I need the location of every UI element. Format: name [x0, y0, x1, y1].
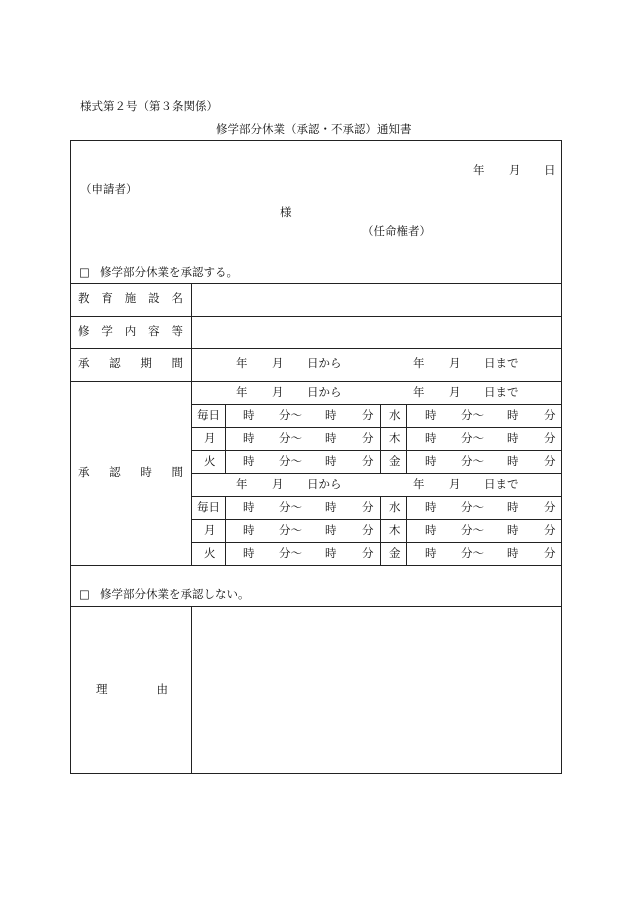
- time-hour: 時: [325, 500, 337, 514]
- time-min-from: 分～: [461, 523, 484, 537]
- block2-month-from: 月: [272, 477, 284, 491]
- row-line: [70, 316, 562, 317]
- time-hour: 時: [507, 454, 519, 468]
- approval-time-label: 承 認 時 間: [78, 465, 183, 479]
- appointer-label: （任命権者）: [362, 224, 431, 238]
- period-day-to: 日まで: [484, 356, 519, 370]
- time-hour: 時: [243, 408, 255, 422]
- block2-right-day: 木: [389, 523, 401, 537]
- time-hour: 時: [243, 546, 255, 560]
- mid-divider: [380, 496, 381, 566]
- row-line: [191, 473, 562, 474]
- row-line: [70, 381, 562, 382]
- time-min-from: 分～: [461, 408, 484, 422]
- block2-day-to: 日まで: [484, 477, 519, 491]
- block1-right-day: 金: [389, 454, 401, 468]
- time-min-from: 分～: [279, 546, 302, 560]
- time-hour: 時: [425, 431, 437, 445]
- block2-year-from: 年: [236, 477, 248, 491]
- time-hour: 時: [243, 523, 255, 537]
- time-hour: 時: [507, 523, 519, 537]
- day-divider: [406, 496, 407, 566]
- facility-name-label: 教 育 施 設 名: [78, 291, 183, 305]
- deny-checkbox[interactable]: □: [79, 587, 90, 601]
- row-line: [191, 542, 562, 543]
- time-min: 分: [544, 546, 556, 560]
- time-hour: 時: [325, 546, 337, 560]
- applicant-label: （申請者）: [80, 182, 138, 196]
- row-line: [191, 427, 562, 428]
- block1-month-to: 月: [449, 385, 461, 399]
- time-hour: 時: [507, 408, 519, 422]
- time-min-from: 分～: [461, 431, 484, 445]
- time-hour: 時: [507, 500, 519, 514]
- time-min: 分: [362, 431, 374, 445]
- block1-left-day: 月: [204, 431, 216, 445]
- period-year-to: 年: [413, 356, 425, 370]
- time-hour: 時: [243, 454, 255, 468]
- time-hour: 時: [243, 431, 255, 445]
- time-min: 分: [544, 431, 556, 445]
- time-hour: 時: [425, 546, 437, 560]
- time-hour: 時: [325, 408, 337, 422]
- time-min: 分: [362, 500, 374, 514]
- time-min: 分: [362, 408, 374, 422]
- frame-right: [561, 140, 562, 774]
- time-min: 分: [544, 523, 556, 537]
- block2-year-to: 年: [413, 477, 425, 491]
- time-min-from: 分～: [461, 454, 484, 468]
- block2-day-from: 日から: [307, 477, 342, 491]
- time-min-from: 分～: [279, 454, 302, 468]
- row-line: [191, 519, 562, 520]
- time-min: 分: [544, 454, 556, 468]
- period-month-from: 月: [272, 356, 284, 370]
- row-line: [70, 283, 562, 284]
- honorific: 様: [280, 205, 292, 219]
- time-min-from: 分～: [461, 546, 484, 560]
- block1-month-from: 月: [272, 385, 284, 399]
- deny-text: 修学部分休業を承認しない。: [100, 587, 250, 601]
- frame-top: [70, 140, 562, 141]
- block1-year-to: 年: [413, 385, 425, 399]
- time-min-from: 分～: [279, 500, 302, 514]
- reason-label: 理 由: [96, 682, 168, 696]
- form-number: 様式第２号（第３条関係）: [80, 99, 218, 113]
- time-hour: 時: [243, 500, 255, 514]
- date-day: 日: [544, 163, 556, 177]
- block2-right-day: 金: [389, 546, 401, 560]
- block1-right-day: 水: [389, 408, 401, 422]
- document-title: 修学部分休業（承認・不承認）通知書: [216, 122, 412, 136]
- time-hour: 時: [325, 431, 337, 445]
- block2-left-day: 毎日: [197, 500, 220, 514]
- time-min: 分: [544, 500, 556, 514]
- block2-right-day: 水: [389, 500, 401, 514]
- block1-right-day: 木: [389, 431, 401, 445]
- block2-month-to: 月: [449, 477, 461, 491]
- day-divider: [406, 404, 407, 474]
- block1-left-day: 火: [204, 454, 216, 468]
- time-hour: 時: [425, 523, 437, 537]
- date-month: 月: [509, 163, 521, 177]
- row-line: [70, 348, 562, 349]
- time-hour: 時: [425, 408, 437, 422]
- study-content-label: 修 学 内 容 等: [78, 324, 183, 338]
- approve-text: 修学部分休業を承認する。: [100, 265, 238, 279]
- time-min: 分: [544, 408, 556, 422]
- time-hour: 時: [507, 431, 519, 445]
- time-hour: 時: [425, 454, 437, 468]
- time-min-from: 分～: [279, 431, 302, 445]
- time-hour: 時: [325, 523, 337, 537]
- block1-left-day: 毎日: [197, 408, 220, 422]
- approval-period-label: 承 認 期 間: [78, 356, 183, 370]
- time-hour: 時: [425, 500, 437, 514]
- day-divider: [225, 404, 226, 474]
- label-divider: [191, 283, 192, 566]
- block1-day-to: 日まで: [484, 385, 519, 399]
- row-line: [70, 565, 562, 566]
- frame-bottom: [70, 773, 562, 774]
- row-line: [191, 404, 562, 405]
- row-line: [191, 450, 562, 451]
- mid-divider: [380, 404, 381, 474]
- block2-left-day: 火: [204, 546, 216, 560]
- time-min: 分: [362, 454, 374, 468]
- block1-day-from: 日から: [307, 385, 342, 399]
- day-divider: [225, 496, 226, 566]
- approve-checkbox[interactable]: □: [79, 265, 90, 279]
- frame-left: [70, 140, 71, 774]
- time-min-from: 分～: [279, 408, 302, 422]
- period-year-from: 年: [236, 356, 248, 370]
- block2-left-day: 月: [204, 523, 216, 537]
- period-day-from: 日から: [307, 356, 342, 370]
- time-min: 分: [362, 523, 374, 537]
- time-hour: 時: [507, 546, 519, 560]
- date-year: 年: [473, 163, 485, 177]
- period-month-to: 月: [449, 356, 461, 370]
- time-hour: 時: [325, 454, 337, 468]
- time-min: 分: [362, 546, 374, 560]
- time-min-from: 分～: [279, 523, 302, 537]
- row-line: [70, 606, 562, 607]
- time-min-from: 分～: [461, 500, 484, 514]
- reason-divider: [191, 606, 192, 774]
- row-line: [191, 496, 562, 497]
- block1-year-from: 年: [236, 385, 248, 399]
